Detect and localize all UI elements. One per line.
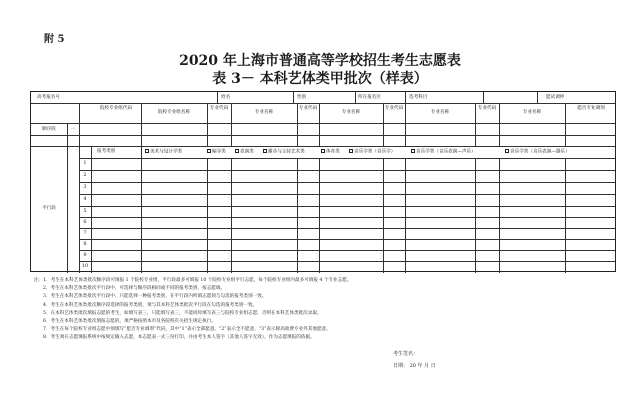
row-number: 6	[83, 219, 87, 225]
row-number: 10	[81, 263, 89, 269]
gender-label: 性别	[297, 95, 307, 100]
major-name-header-2: 专业名称	[341, 110, 361, 115]
major-name-header-4: 专业名称	[522, 110, 542, 115]
checkbox-icon	[505, 149, 509, 153]
row-divider	[31, 103, 615, 104]
col-divider	[231, 158, 232, 273]
category-checkbox-7[interactable]: 音乐学类（音乐表演—声乐）	[411, 149, 476, 155]
checkbox-icon	[145, 149, 149, 153]
form-title: 2020 年上海市普通高等学校招生考生志愿表	[179, 53, 461, 69]
col-divider	[405, 92, 406, 103]
major-code-header-1: 专业代码	[209, 106, 229, 111]
signature-label: 考生签名：	[393, 351, 419, 357]
row-divider	[31, 123, 615, 124]
note-line: 8．考生须在志愿填报系统中按规定输入志愿，本志愿表一式三份打印，并由考生本人签字（其他人签字无效），作为志愿填报的依据。	[43, 335, 315, 341]
note-line: 注：1．考生在本科艺体类批次顺序段可填报 1 个院校专业组，平行段最多可填报 10 个院校专业组平行志愿，每个院校专业组内最多可填报 4 个专业志愿。	[34, 278, 352, 283]
category-checkbox-2[interactable]: 编导类	[207, 149, 226, 155]
row-divider	[79, 217, 615, 218]
row-number: 4	[83, 196, 87, 202]
note-line: 5．在本科艺体类批次填报志愿的考生，如填写表三，只能填写表三，不能同时填写表三与院校专业组志愿，否则在本科艺体类批次录取。	[43, 310, 322, 316]
row-divider	[79, 239, 615, 240]
note-line: 6．考生在本科艺体类批次填报志愿的，须严格按照本市及各院校有关招生规定执行。	[43, 319, 216, 325]
col-divider	[217, 92, 218, 103]
parallel-label: 平行段	[42, 206, 56, 211]
exam-no-label: 高考报名号	[37, 95, 60, 100]
col-divider	[537, 92, 538, 103]
category-checkbox-3[interactable]: 表演类	[235, 149, 254, 155]
checkbox-icon	[207, 149, 211, 153]
row-number: 2	[83, 172, 87, 178]
category-checkbox-4[interactable]: 播音与主持艺术类	[263, 149, 305, 155]
checkbox-icon	[411, 149, 415, 153]
row-number: 8	[83, 241, 87, 247]
row-divider	[79, 170, 615, 171]
col-divider	[297, 158, 298, 273]
school-name-header: 院校专业组名称	[157, 110, 191, 115]
category-checkbox-6[interactable]: 音乐学类（音乐学）	[349, 149, 395, 155]
row-divider	[31, 135, 615, 136]
col-divider	[293, 92, 294, 103]
checkbox-icon	[349, 149, 353, 153]
row-number: 1	[83, 160, 87, 166]
row-number: 7	[83, 230, 87, 236]
note-line: 7．考生在每个院校专业组志愿中须填写“愿否专业调剂”代码，其中“1”表示全部愿意、“2”表示全不愿意、“3”表示除高收费专业外其他愿意。	[43, 327, 331, 333]
row-divider	[79, 194, 615, 195]
note-line: 2．考生在本科艺体类批次平行段中，可选择与顺序段相同或不同的报考类别，按志愿填。	[43, 286, 226, 292]
form-subtitle: 表 3－ 本科艺体类甲批次（样表）	[212, 71, 428, 87]
name-label: 姓名	[221, 95, 231, 100]
school-code-header: 院校专业组代码	[99, 106, 133, 111]
col-divider	[319, 158, 320, 273]
checkbox-icon	[263, 149, 267, 153]
checkbox-icon	[235, 149, 239, 153]
row-divider	[79, 158, 615, 159]
notes-section	[34, 277, 614, 343]
row-number: 3	[83, 184, 87, 190]
sequential-index: 一	[70, 127, 76, 132]
row-number: 5	[83, 208, 87, 214]
note-line: 4．考生在本科艺体类批次顺序段选择的报考类别，须与其本科艺体类批次平行段在勾选的报考类别一致。	[43, 302, 258, 308]
checkbox-icon	[321, 149, 325, 153]
col-divider	[475, 158, 476, 273]
category-label: 报考类别	[97, 149, 116, 154]
subject-label: 选考科目	[409, 95, 428, 100]
attachment-label: 附 5	[44, 34, 65, 45]
row-divider	[79, 261, 615, 262]
row-number: 9	[83, 252, 87, 258]
major-code-header-2: 专业代码	[298, 106, 318, 111]
major-code-header-3: 专业代码	[384, 106, 404, 111]
volunteer-form-table	[30, 91, 616, 272]
row-divider	[31, 146, 615, 147]
col-divider	[483, 92, 484, 103]
col-divider	[405, 158, 406, 273]
row-divider	[79, 182, 615, 183]
adjust-header: 愿否专业调剂	[577, 106, 605, 111]
category-checkbox-8[interactable]: 音乐学类（音乐表演—器乐）	[505, 149, 570, 155]
col-divider	[207, 158, 208, 273]
col-divider	[565, 103, 566, 146]
col-divider	[67, 123, 68, 273]
category-checkbox-1[interactable]: 美术与设计学类	[145, 149, 182, 155]
note-line: 3．考生在本科艺体类批次平行段中，只能选择一种报考类别，在平行段内所填志愿须与勾选的报考类别一致。	[43, 294, 267, 300]
col-divider	[91, 146, 92, 273]
date-label: 日期： 20 年 月 日	[393, 363, 436, 369]
row-divider	[79, 206, 615, 207]
col-divider	[499, 158, 500, 273]
row-divider	[79, 250, 615, 251]
col-divider	[383, 158, 384, 273]
district-label: 所在报名区	[358, 95, 381, 100]
col-divider	[141, 146, 142, 273]
notes-lead: 注：	[34, 278, 44, 283]
col-divider	[565, 158, 566, 273]
major-name-header-1: 专业名称	[254, 110, 274, 115]
col-divider	[355, 92, 356, 103]
major-name-header-3: 专业名称	[430, 110, 450, 115]
category-checkbox-5[interactable]: 体育类	[321, 149, 340, 155]
sequential-label: 顺序段	[42, 127, 56, 132]
adjust-label: 愿试调停	[546, 95, 565, 100]
row-divider	[79, 228, 615, 229]
major-code-header-4: 专业代码	[477, 106, 497, 111]
